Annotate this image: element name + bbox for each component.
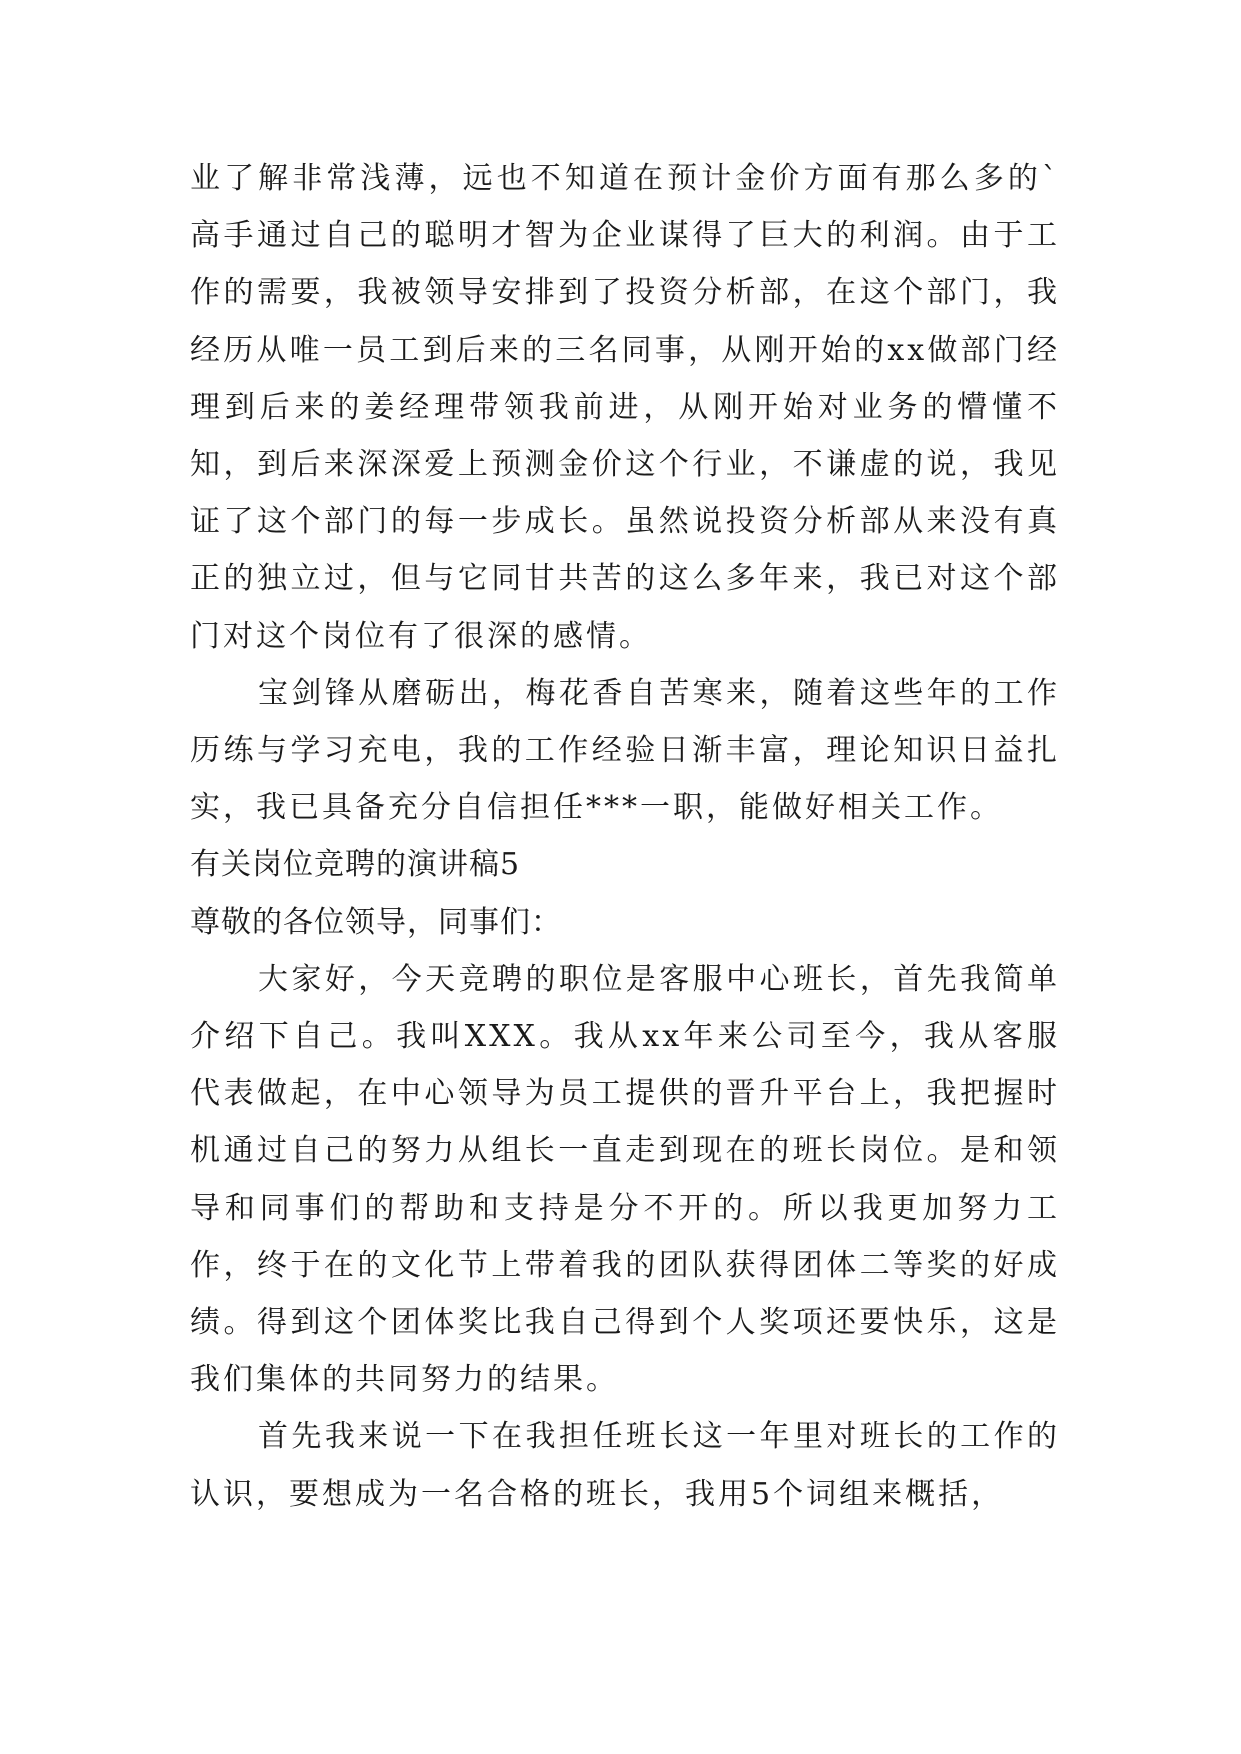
- paragraph-self-introduction: 大家好，今天竞聘的职位是客服中心班长，首先我简单介绍下自己。我叫XXX。我从xx年来公司至今，我从客服代表做起，在中心领导为员工提供的晋升平台上，我把握时机通过自己的努力从组长一直走到现在的班长岗位。是和领导和同事们的帮助和支持是分不开的。所以我更加努力工作，终于在的文化节上带着我的团队获得团体二等奖的好成绩。得到这个团体奖比我自己得到个人奖项还要快乐，这是我们集体的共同努力的结果。: [190, 961, 1060, 1398]
- salutation: 尊敬的各位领导，同事们：: [190, 904, 562, 940]
- paragraph-closing-statement: 宝剑锋从磨砺出，梅花香自苦寒来，随着这些年的工作历练与学习充电，我的工作经验日渐丰富，理论知识日益扎实，我已具备充分自信担任***一职，能做好相关工作。: [190, 675, 1060, 826]
- paragraph-investment-department: 业了解非常浅薄，远也不知道在预计金价方面有那么多的`高手通过自己的聪明才智为企业谋得了巨大的利润。由于工作的需要，我被领导安排到了投资分析部，在这个部门，我经历从唯一员工到后来的三名同事，从刚开始的xx做部门经理到后来的姜经理带领我前进，从刚开始对业务的懵懂不知，到后来深深爱上预测金价这个行业，不谦虚的说，我见证了这个部门的每一步成长。虽然说投资分析部从来没有真正的独立过，但与它同甘共苦的这么多年来，我已对这个部门对这个岗位有了很深的感情。: [190, 161, 1060, 654]
- speech-title: 有关岗位竞聘的演讲稿5: [190, 847, 521, 883]
- document-body: [190, 150, 1060, 1523]
- paragraph-role-understanding: 首先我来说一下在我担任班长这一年里对班长的工作的认识，要想成为一名合格的班长，我用5个词组来概括，: [190, 1419, 1060, 1512]
